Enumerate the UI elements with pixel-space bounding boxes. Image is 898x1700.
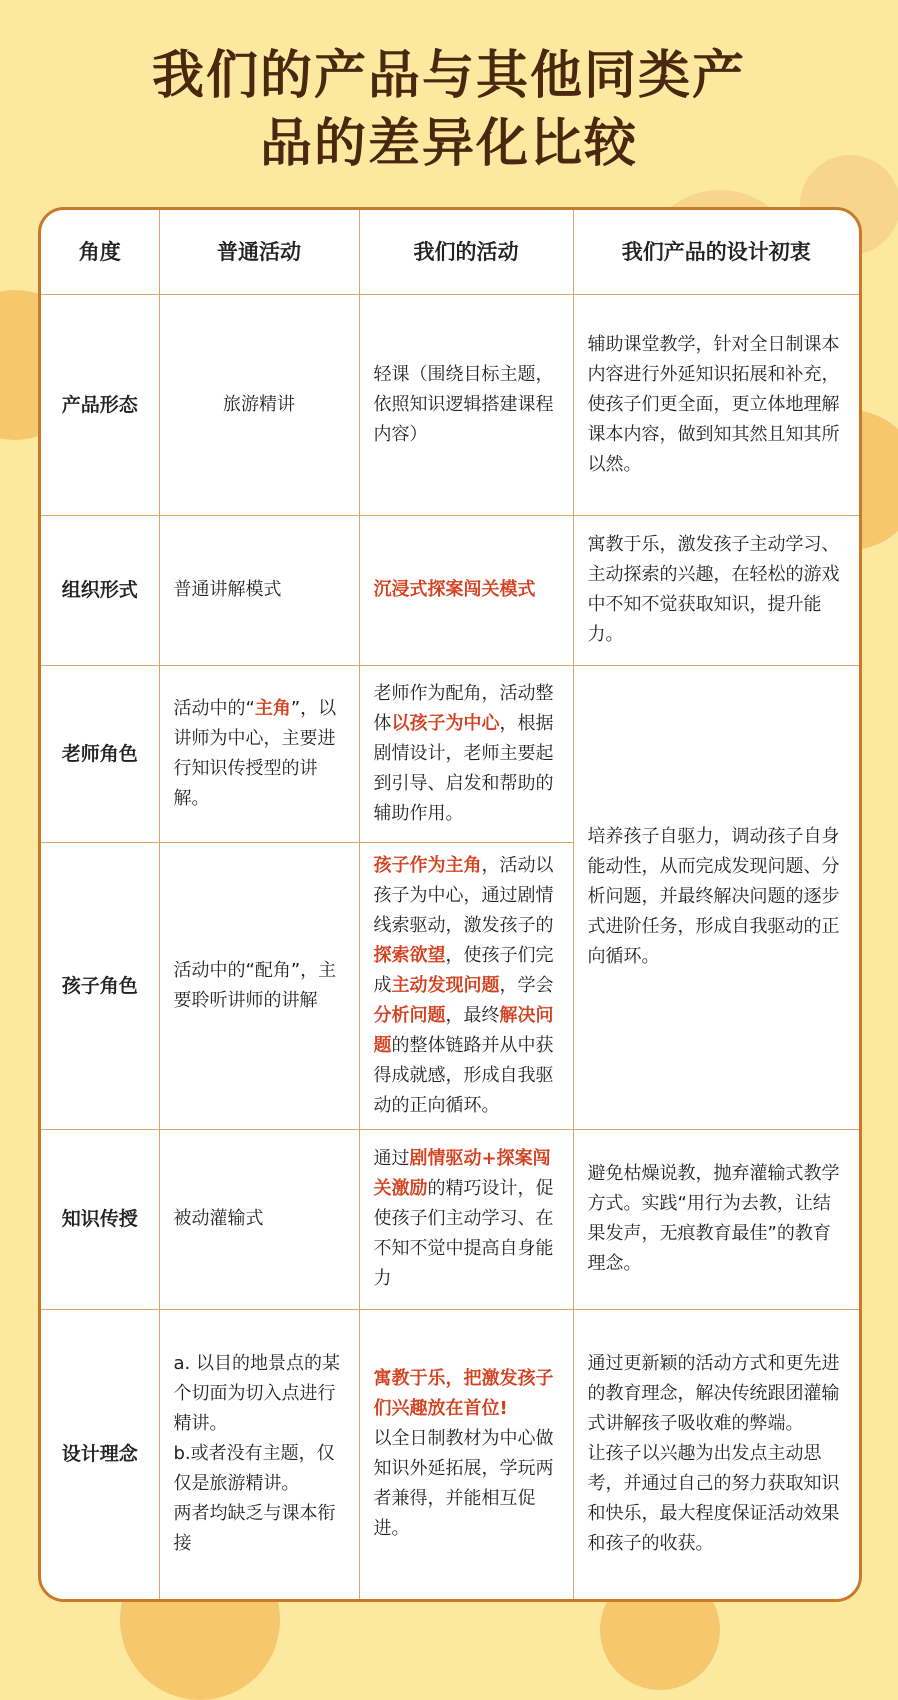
- cell-ordinary: [159, 1309, 359, 1599]
- highlight-text: 探索欲望: [373, 944, 446, 966]
- cell-line: a. 以目的地景点的某个切面为切入点进行精讲。: [173, 1353, 340, 1435]
- page-title-line1: 我们的产品与其他同类产: [151, 46, 746, 106]
- highlight-text: 主动发现问题: [391, 974, 500, 996]
- cell-ordinary: [159, 515, 359, 665]
- row-label: 知识传授: [41, 1129, 159, 1309]
- table-row: [41, 1129, 859, 1309]
- header-ours: 我们的活动: [359, 210, 573, 294]
- cell-text: ，使孩子们完成: [373, 944, 554, 996]
- cell-text: ”，以讲师为中心，主要进行知识传授型的讲解。: [173, 697, 337, 809]
- cell-line: 通过更新颖的活动方式和更先进的教育理念，解决传统跟团灌输式讲解孩子吸收难的弊端。: [587, 1353, 840, 1435]
- cell-ordinary: [159, 1129, 359, 1309]
- table-row: [41, 294, 859, 515]
- row-label: 组织形式: [41, 515, 159, 665]
- cell-ours: [359, 842, 573, 1129]
- cell-text: 活动中的“: [173, 697, 255, 719]
- row-label: 产品形态: [41, 294, 159, 515]
- cell-text: 培养孩子自驱力，调动孩子自身能动性，从而完成发现问题、分析问题，并最终解决问题的逐步式进阶任务，形成自我驱动的正向循环。: [587, 826, 840, 967]
- cell-text: 的精巧设计，促使孩子们主动学习、在不知不觉中提高自身能力: [373, 1178, 554, 1289]
- table-row: [41, 515, 859, 665]
- cell-intent: [573, 1129, 859, 1309]
- cell-intent: [573, 515, 859, 665]
- highlight-text: 主角: [254, 697, 291, 719]
- row-label: 孩子角色: [41, 842, 159, 1129]
- table-row: [41, 665, 859, 842]
- cell-text: ，活动以孩子为中心，通过剧情线索驱动，激发孩子的: [373, 854, 554, 936]
- header-angle: 角度: [41, 210, 159, 294]
- cell-text: 寓教于乐，激发孩子主动学习、主动探索的兴趣，在轻松的游戏中不知不觉获取知识，提升能力。: [587, 534, 840, 645]
- highlight-text: 剧情驱动+探案闯关激励: [373, 1148, 551, 1199]
- highlight-text: 沉浸式探案闯关模式: [373, 579, 536, 600]
- cell-text: 老师作为配角，活动整体: [373, 682, 554, 734]
- row-label: 老师角色: [41, 665, 159, 842]
- page-title: [0, 42, 898, 178]
- cell-text: 的整体链路并从中获得成就感，形成自我驱动的正向循环。: [373, 1034, 554, 1116]
- cell-intent: [573, 294, 859, 515]
- highlight-text: 寓教于乐，把激发孩子们兴趣放在首位!: [373, 1368, 554, 1420]
- cell-intent: [573, 1309, 859, 1599]
- cell-ours: [359, 1309, 573, 1599]
- table-row: [41, 1309, 859, 1599]
- cell-ours: [359, 294, 573, 515]
- cell-text: 辅助课堂教学，针对全日制课本内容进行外延知识拓展和补充，使孩子们更全面，更立体地理解课本内容，做到知其然且知其所以然。: [587, 333, 840, 475]
- cell-text: 轻课（围绕目标主题，依照知识逻辑搭建课程内容）: [373, 363, 554, 445]
- cell-text: 普通讲解模式: [173, 579, 282, 600]
- cell-ordinary: [159, 665, 359, 842]
- cell-text: ，根据剧情设计，老师主要起到引导、启发和帮助的辅助作用。: [373, 712, 554, 824]
- highlight-text: 孩子作为主角: [373, 854, 482, 876]
- header-ordinary: 普通活动: [159, 210, 359, 294]
- cell-ordinary: [159, 842, 359, 1129]
- highlight-text: 解决问题: [373, 1004, 554, 1056]
- header-intent: 我们产品的设计初衷: [573, 210, 859, 294]
- cell-text: ，学会: [499, 974, 554, 996]
- table-header-row: [41, 210, 859, 294]
- cell-ours: [359, 515, 573, 665]
- highlight-text: 分析问题: [373, 1004, 446, 1026]
- cell-text: 活动中的“配角”，主要聆听讲师的讲解: [173, 959, 337, 1011]
- cell-ours: [359, 1129, 573, 1309]
- cell-text: 通过: [373, 1148, 410, 1169]
- cell-text: ，最终: [445, 1004, 500, 1026]
- cell-line: 两者均缺乏与课本衔接: [173, 1503, 336, 1555]
- cell-text: 被动灌输式: [173, 1208, 264, 1229]
- cell-text: 避免枯燥说教，抛弃灌输式教学方式。实践“用行为去教，让结果发声，无痕教育最佳”的教育理念。: [587, 1163, 840, 1274]
- cell-intent: [573, 665, 859, 1129]
- highlight-text: 以孩子为中心: [391, 712, 500, 734]
- row-label: 设计理念: [41, 1309, 159, 1599]
- comparison-table: [41, 210, 859, 1599]
- cell-ours: [359, 665, 573, 842]
- cell-ordinary: [159, 294, 359, 515]
- cell-line: b.或者没有主题，仅仅是旅游精讲。: [173, 1443, 335, 1495]
- cell-text: 以全日制教材为中心做知识外延拓展，学玩两者兼得，并能相互促进。: [373, 1428, 554, 1540]
- page-title-line2: 品的差异化比较: [259, 114, 638, 174]
- cell-line: 让孩子以兴趣为出发点主动思考，并通过自己的努力获取知识和快乐，最大程度保证活动效果和孩子的收获。: [587, 1443, 840, 1555]
- comparison-panel: [38, 207, 862, 1602]
- cell-text: 旅游精讲: [223, 393, 295, 415]
